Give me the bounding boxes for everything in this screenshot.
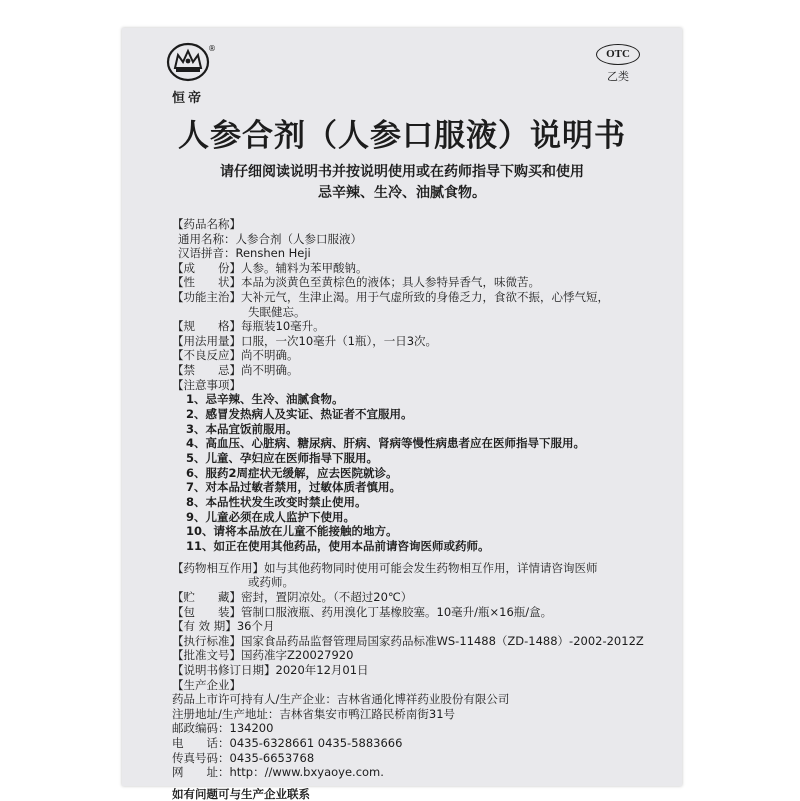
contraindications-value: 尚不明确。 bbox=[241, 362, 299, 377]
precaution-item: 3、本品宜饭前服用。 bbox=[186, 421, 298, 436]
precaution-item: 9、儿童必须在成人监护下使用。 bbox=[186, 509, 355, 524]
generic-name-label: 通用名称： bbox=[178, 231, 236, 246]
specification-label: 【规 格】 bbox=[172, 319, 241, 334]
address-value: 吉林省集安市鸭江路民桥南街31号 bbox=[279, 706, 456, 721]
registered-mark: ® bbox=[208, 44, 216, 53]
validity-label: 【有 效 期】 bbox=[172, 619, 237, 634]
properties-value: 本品为淡黄色至黄棕色的液体；具人参特异香气，味微苦。 bbox=[241, 275, 540, 290]
precautions-list bbox=[172, 392, 662, 554]
composition-value: 人参。辅料为苯甲酸钠。 bbox=[241, 260, 368, 275]
properties-label: 【性 状】 bbox=[172, 275, 241, 290]
interactions-label: 【药物相互作用】 bbox=[172, 560, 264, 575]
warning-line: 忌辛辣、生冷、油腻食物。 bbox=[318, 185, 486, 201]
precaution-item: 1、忌辛辣、生冷、油腻食物。 bbox=[186, 392, 344, 407]
dosage-label: 【用法用量】 bbox=[172, 333, 241, 348]
indications-value-cont: 失眠健忘。 bbox=[248, 304, 306, 319]
generic-name-value: 人参合剂（人参口服液） bbox=[235, 231, 362, 246]
phone-value: 0435-6328661 0435-5883666 bbox=[229, 735, 403, 750]
postcode-value: 134200 bbox=[229, 721, 274, 736]
pinyin-value: Renshen Heji bbox=[235, 246, 311, 261]
otc-class: 乙类 bbox=[607, 70, 629, 83]
dosage-value: 口服，一次10毫升（1瓶），一日3次。 bbox=[241, 333, 438, 348]
adverse-label: 【不良反应】 bbox=[172, 348, 241, 363]
standard-value: 国家食品药品监督管理局国家药品标准WS-11488（ZD-1488）-2002-2012Z bbox=[241, 633, 644, 648]
subtitle: 请仔细阅读说明书并按说明使用或在药师指导下购买和使用 bbox=[220, 164, 584, 180]
footer-contact-note: 如有问题可与生产企业联系 bbox=[172, 786, 310, 801]
drug-name-heading: 【药品名称】 bbox=[172, 217, 241, 231]
precaution-item: 8、本品性状发生改变时禁止使用。 bbox=[186, 495, 367, 510]
revision-value: 2020年12月01日 bbox=[275, 663, 369, 678]
interactions-value: 如与其他药物同时使用可能会发生药物相互作用，详情请咨询医师 bbox=[264, 560, 598, 575]
leaflet-body bbox=[172, 217, 662, 801]
packaging-label: 【包 装】 bbox=[172, 604, 241, 619]
crown-logo-icon bbox=[166, 42, 210, 82]
precaution-item: 2、感冒发热病人及实证、热证者不宜服用。 bbox=[186, 406, 413, 421]
postcode-label: 邮政编码： bbox=[172, 721, 230, 736]
approval-label: 【批准文号】 bbox=[172, 648, 241, 663]
otc-badge bbox=[596, 44, 640, 84]
contraindications-label: 【禁 忌】 bbox=[172, 362, 241, 377]
otc-label: OTC bbox=[596, 44, 640, 65]
address-label: 注册地址/生产地址： bbox=[172, 706, 280, 721]
specification-value: 每瓶装10毫升。 bbox=[241, 319, 325, 334]
precaution-item: 6、服药2周症状无缓解，应去医院就诊。 bbox=[186, 465, 398, 480]
precaution-item: 11、如正在使用其他药品，使用本品前请咨询医师或药师。 bbox=[186, 539, 490, 554]
precaution-item: 4、高血压、心脏病、糖尿病、肝病、肾病等慢性病患者应在医师指导下服用。 bbox=[186, 436, 585, 451]
indications-value: 大补元气，生津止渴。用于气虚所致的身倦乏力，食欲不振，心悸气短， bbox=[241, 289, 609, 304]
holder-value: 吉林省通化博祥药业股份有限公司 bbox=[336, 692, 510, 707]
adverse-value: 尚不明确。 bbox=[241, 348, 299, 363]
web-value: http：//www.bxyaoye.com. bbox=[229, 765, 384, 780]
standard-label: 【执行标准】 bbox=[172, 633, 241, 648]
page-title: 人参合剂（人参口服液）说明书 bbox=[178, 118, 626, 154]
validity-value: 36个月 bbox=[236, 619, 275, 634]
holder-label: 药品上市许可持有人/生产企业： bbox=[172, 692, 337, 707]
packaging-value: 管制口服液瓶、药用溴化丁基橡胶塞。10毫升/瓶×16瓶/盒。 bbox=[241, 604, 553, 619]
web-label: 网 址： bbox=[172, 765, 230, 780]
precaution-item: 10、请将本品放在儿童不能接触的地方。 bbox=[186, 524, 398, 539]
phone-label: 电 话： bbox=[172, 735, 230, 750]
interactions-value-cont: 或药师。 bbox=[248, 575, 294, 590]
indications-label: 【功能主治】 bbox=[172, 289, 241, 304]
composition-label: 【成 份】 bbox=[172, 260, 241, 275]
manufacturer-heading: 【生产企业】 bbox=[172, 677, 241, 692]
fax-label: 传真号码： bbox=[172, 750, 230, 765]
approval-value: 国药准字Z20027920 bbox=[241, 648, 354, 663]
pinyin-label: 汉语拼音： bbox=[178, 246, 236, 261]
storage-value: 密封，置阴凉处。（不超过20℃） bbox=[241, 590, 413, 605]
fax-value: 0435-6653768 bbox=[229, 750, 315, 765]
precaution-item: 7、对本品过敏者禁用，过敏体质者慎用。 bbox=[186, 480, 401, 495]
revision-label: 【说明书修订日期】 bbox=[172, 663, 276, 678]
brand-name: 恒帝 bbox=[171, 91, 204, 106]
leaflet-sheet bbox=[122, 28, 682, 801]
precaution-item: 5、儿童、孕妇应在医师指导下服用。 bbox=[186, 450, 378, 465]
precautions-heading: 【注意事项】 bbox=[172, 377, 241, 392]
storage-label: 【贮 藏】 bbox=[172, 590, 241, 605]
